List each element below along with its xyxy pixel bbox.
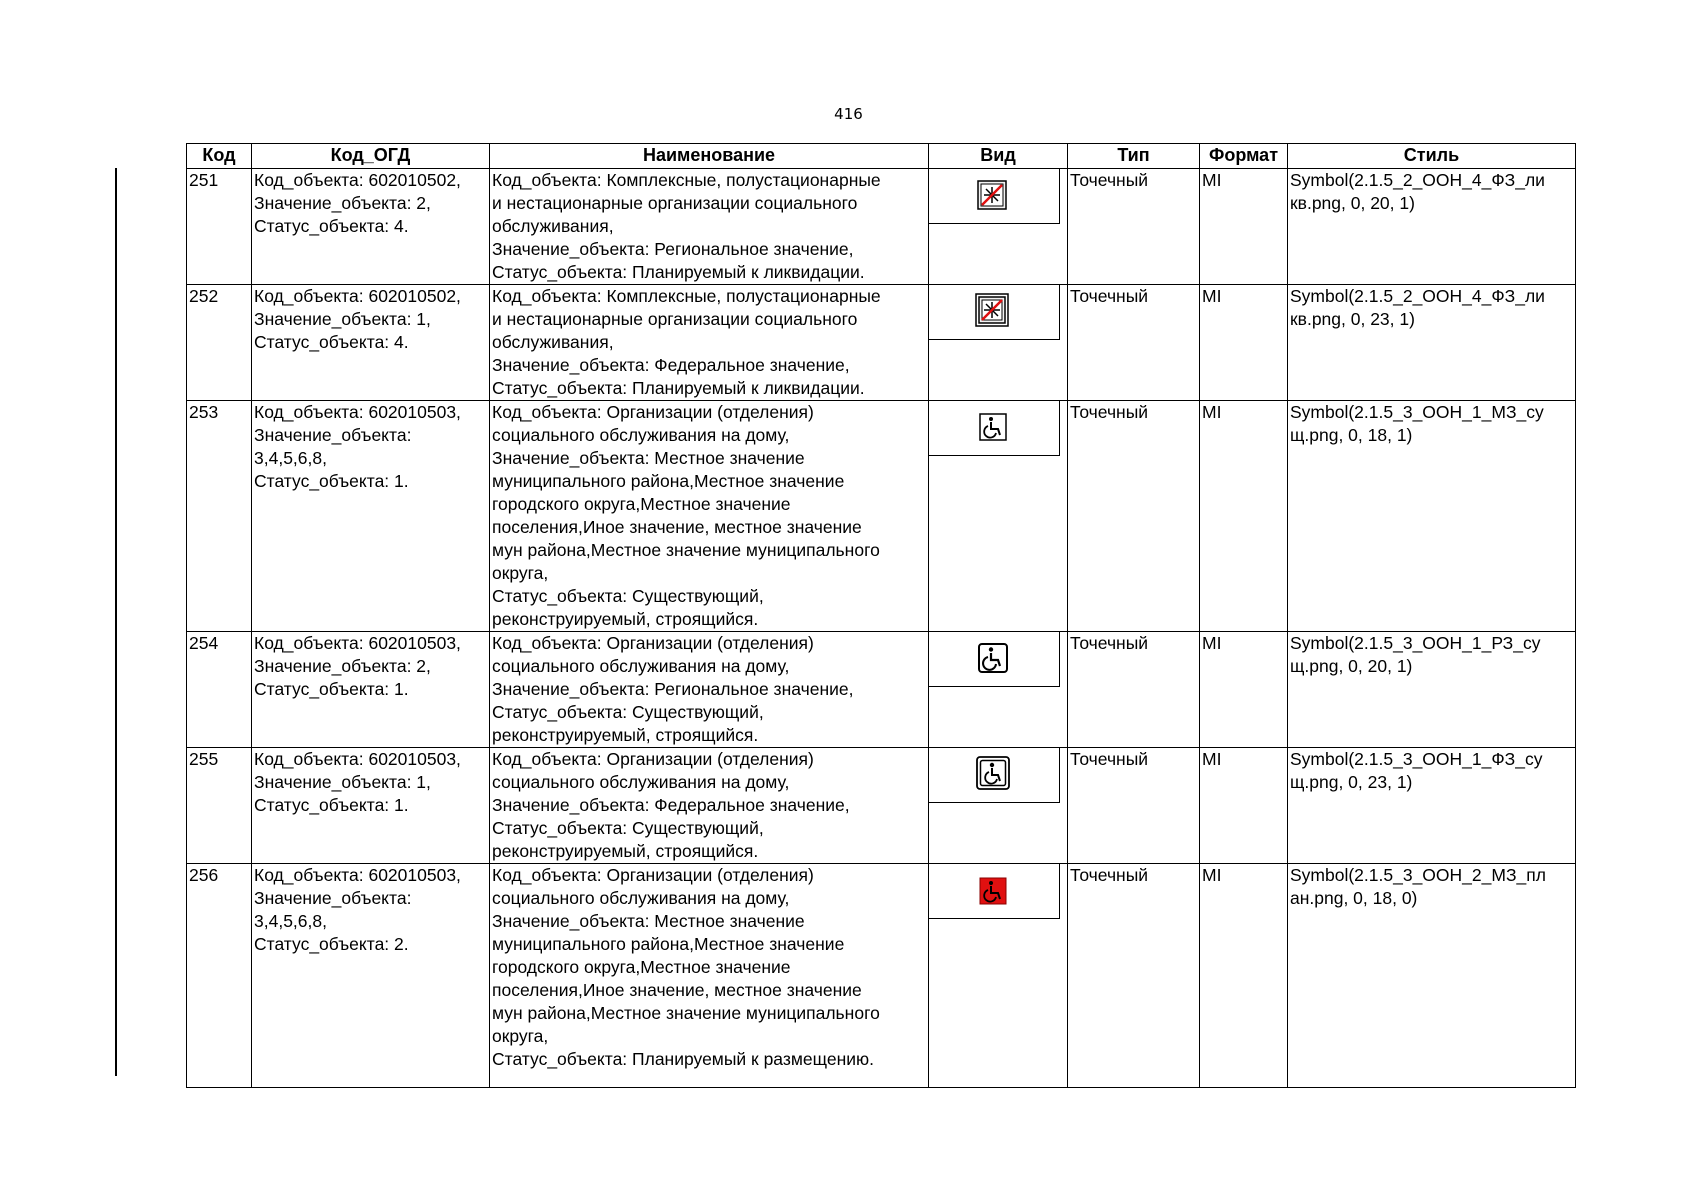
cell-code: 252: [187, 285, 252, 401]
table-row: [187, 285, 1576, 401]
cell-name: Код_объекта: Организации (отделения) социального обслуживания на дому, Значение_объекта: Региональное значение, Статус_объекта: Существующий, реконструируемый, строящийся.: [490, 632, 929, 748]
cell-style: Symbol(2.1.5_2_ООН_4_ФЗ_ли кв.png, 0, 23, 1): [1288, 285, 1576, 401]
cell-style: Symbol(2.1.5_3_ООН_1_МЗ_су щ.png, 0, 18, 1): [1288, 401, 1576, 632]
header-ogd-code: Код_ОГД: [252, 144, 490, 169]
header-style: Стиль: [1288, 144, 1576, 169]
cell-type: Точечный: [1068, 864, 1200, 1088]
cell-ogd: Код_объекта: 602010503, Значение_объекта: 3,4,5,6,8, Статус_объекта: 1.: [252, 401, 490, 632]
cell-ogd: Код_объекта: 602010503, Значение_объекта: 2, Статус_объекта: 1.: [252, 632, 490, 748]
cell-view: [929, 748, 1068, 864]
cell-style: Symbol(2.1.5_3_ООН_1_ФЗ_су щ.png, 0, 23, 1): [1288, 748, 1576, 864]
cell-type: Точечный: [1068, 169, 1200, 285]
wheelchair-regional-icon: [978, 643, 1008, 673]
header-view: Вид: [929, 144, 1068, 169]
header-format: Формат: [1200, 144, 1288, 169]
social-service-liquidation-federal-icon: [975, 293, 1009, 327]
cell-view: [929, 401, 1068, 632]
symbol-table: [186, 143, 1576, 1088]
cell-code: 256: [187, 864, 252, 1088]
table-row: [187, 864, 1576, 1088]
cell-view: [929, 285, 1068, 401]
cell-style: Symbol(2.1.5_3_ООН_1_РЗ_су щ.png, 0, 20, 1): [1288, 632, 1576, 748]
cell-code: 254: [187, 632, 252, 748]
cell-name: Код_объекта: Организации (отделения) социального обслуживания на дому, Значение_объекта: Местное значение муниципального района,Местное значение городского округа,Местное значение поселения,Иное значение, местное значение мун района,Местное значение муниципального округа, Статус_объекта: Планируемый к размещению.: [490, 864, 929, 1088]
cell-view: [929, 632, 1068, 748]
margin-line: [115, 168, 117, 1076]
table-row: [187, 748, 1576, 864]
cell-view: [929, 169, 1068, 285]
cell-name: Код_объекта: Комплексные, полустационарные и нестационарные организации социального обслуживания, Значение_объекта: Региональное значение, Статус_объекта: Планируемый к ликвидации.: [490, 169, 929, 285]
cell-ogd: Код_объекта: 602010502, Значение_объекта: 2, Статус_объекта: 4.: [252, 169, 490, 285]
cell-format: MI: [1200, 401, 1288, 632]
header-name: Наименование: [490, 144, 929, 169]
cell-format: MI: [1200, 864, 1288, 1088]
cell-type: Точечный: [1068, 401, 1200, 632]
cell-name: Код_объекта: Организации (отделения) социального обслуживания на дому, Значение_объекта: Федеральное значение, Статус_объекта: Существующий, реконструируемый, строящийся.: [490, 748, 929, 864]
icon-frame: [929, 285, 1060, 340]
icon-frame: [929, 632, 1060, 687]
table-row: [187, 632, 1576, 748]
cell-name: Код_объекта: Комплексные, полустационарные и нестационарные организации социального обслуживания, Значение_объекта: Федеральное значение, Статус_объекта: Планируемый к ликвидации.: [490, 285, 929, 401]
cell-type: Точечный: [1068, 285, 1200, 401]
cell-format: MI: [1200, 632, 1288, 748]
icon-frame: [929, 169, 1060, 224]
cell-code: 255: [187, 748, 252, 864]
cell-type: Точечный: [1068, 632, 1200, 748]
cell-ogd: Код_объекта: 602010503, Значение_объекта: 3,4,5,6,8, Статус_объекта: 2.: [252, 864, 490, 1088]
cell-view: [929, 864, 1068, 1088]
cell-code: 251: [187, 169, 252, 285]
social-service-liquidation-icon: [977, 180, 1007, 210]
cell-ogd: Код_объекта: 602010502, Значение_объекта: 1, Статус_объекта: 4.: [252, 285, 490, 401]
header-code: Код: [187, 144, 252, 169]
table-header-row: [187, 144, 1576, 169]
table-row: [187, 401, 1576, 632]
icon-frame: [929, 864, 1060, 919]
cell-code: 253: [187, 401, 252, 632]
wheelchair-federal-icon: [976, 756, 1010, 790]
wheelchair-planned-icon: [979, 877, 1007, 905]
icon-frame: [929, 401, 1060, 456]
icon-frame: [929, 748, 1060, 803]
cell-style: Symbol(2.1.5_3_ООН_2_МЗ_пл ан.png, 0, 18, 0): [1288, 864, 1576, 1088]
cell-format: MI: [1200, 748, 1288, 864]
cell-style: Symbol(2.1.5_2_ООН_4_ФЗ_ли кв.png, 0, 20, 1): [1288, 169, 1576, 285]
page-number: 416: [834, 105, 863, 123]
cell-ogd: Код_объекта: 602010503, Значение_объекта: 1, Статус_объекта: 1.: [252, 748, 490, 864]
table-row: [187, 169, 1576, 285]
cell-name: Код_объекта: Организации (отделения) социального обслуживания на дому, Значение_объекта: Местное значение муниципального района,Местное значение городского округа,Местное значение поселения,Иное значение, местное значение мун района,Местное значение муниципального округа, Статус_объекта: Существующий, реконструируемый, строящийся.: [490, 401, 929, 632]
cell-format: MI: [1200, 169, 1288, 285]
wheelchair-local-icon: [979, 413, 1007, 441]
header-type: Тип: [1068, 144, 1200, 169]
cell-format: MI: [1200, 285, 1288, 401]
cell-type: Точечный: [1068, 748, 1200, 864]
